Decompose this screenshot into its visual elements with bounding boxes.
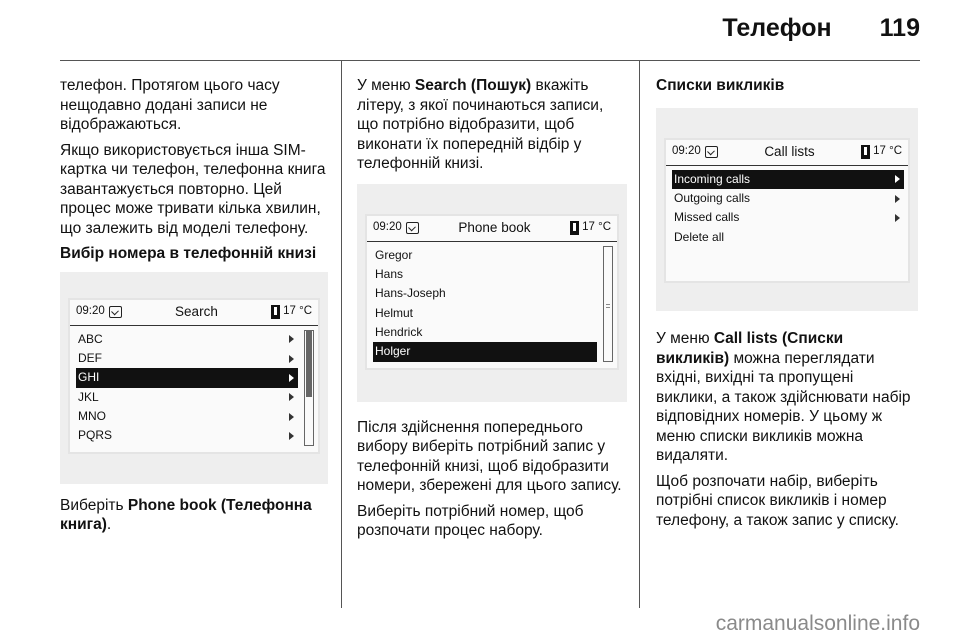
phone-status-icon [406, 222, 419, 234]
screenshot-call-lists [656, 108, 918, 312]
column-divider-2 [639, 60, 640, 608]
screen-list-item-label: Hans-Joseph [375, 286, 446, 301]
text-run: Виберіть [60, 496, 128, 514]
screen-list-item-label: Outgoing calls [674, 190, 751, 205]
screen-status-bar [666, 140, 908, 166]
screen-list-item-label: DEF [78, 350, 102, 365]
scrollbar-thumb [306, 331, 312, 397]
screen-list-item-label: Holger [375, 344, 411, 359]
screen-list-item[interactable] [76, 388, 298, 407]
screen-body [666, 166, 908, 282]
menu-reference: Phone book (Телефонна книга) [60, 496, 312, 534]
screen-list-item-label: Helmut [375, 305, 414, 320]
screen-list-item-label: Incoming calls [674, 171, 751, 186]
text-run: У меню [656, 330, 714, 348]
scrollbar [304, 330, 314, 446]
screen-temperature: 17 °C [283, 305, 312, 318]
screen-list-item-label: Hans [375, 266, 404, 281]
chevron-right-icon [895, 195, 900, 203]
text-run: вкажіть літеру, з якої починаються записи, що потрібно відобразити, щоб виконати їх попередній відбір у телефонній книзі. [357, 77, 604, 172]
menu-reference: Search (Пошук) [414, 77, 532, 94]
screen-body [367, 242, 617, 368]
chevron-right-icon [289, 432, 294, 440]
screen-list-item[interactable] [76, 426, 298, 445]
scrollbar-grip [606, 304, 610, 308]
chevron-right-icon [289, 413, 294, 421]
header-rule [60, 60, 920, 61]
screen-time: 09:20 [76, 305, 105, 318]
paragraph: Щоб розпочати набір, виберіть потрібні список викликів і номер телефону, а також запис у списку. [656, 472, 899, 529]
screenshot-search [60, 272, 328, 484]
screen-list-item-label: Gregor [375, 247, 413, 262]
scrollbar [603, 246, 613, 362]
paragraph [357, 76, 627, 174]
phone-status-icon [705, 146, 718, 158]
screen-title: Phone book [458, 220, 531, 236]
screen-list-item[interactable] [373, 284, 597, 303]
screen-list-item-label: Hendrick [375, 325, 423, 340]
page-header [722, 14, 920, 54]
chevron-right-icon [289, 393, 294, 401]
menu-reference: Call lists (Списки викликів) [656, 330, 844, 367]
column-1 [60, 76, 328, 541]
screen-list-item-label: Missed calls [674, 210, 740, 225]
chevron-right-icon [289, 335, 294, 343]
section-heading: Вибір номера в телефонній книзі [60, 245, 317, 262]
column-3 [656, 76, 918, 536]
screen-list-item[interactable] [76, 368, 298, 387]
screen-list-item[interactable] [373, 323, 597, 342]
screen-list-item[interactable] [672, 228, 904, 247]
screen-list-item[interactable] [76, 330, 298, 349]
paragraph: Виберіть потрібний номер, щоб розпочати процес набору. [357, 502, 584, 540]
page-title: Телефон [722, 14, 832, 42]
screen-time: 09:20 [373, 221, 402, 234]
paragraph [656, 329, 918, 466]
screen-list-item[interactable] [672, 208, 904, 227]
screen-list-item-label: PQRS [78, 428, 113, 443]
screen-list-item-label: JKL [78, 389, 99, 404]
screen-list-item[interactable] [373, 246, 597, 265]
screen-list-item-label: ABC [78, 331, 103, 346]
screen-body [70, 326, 318, 452]
text-run: . [106, 516, 112, 534]
chevron-right-icon [289, 355, 294, 363]
screen-list [373, 246, 597, 362]
screen-list-item-label: GHI [78, 370, 100, 385]
page-number: 119 [879, 14, 920, 42]
screen-time: 09:20 [672, 145, 701, 158]
column-divider-1 [341, 60, 342, 608]
column-2 [357, 76, 627, 547]
paragraph: Якщо використовується інша SIM-картка чи телефон, телефонна книга завантажується повторно. Цей процес може тривати кілька хвилин, що залежить від моделі телефону. [60, 141, 326, 237]
thermometer-icon [570, 221, 579, 235]
screen-list-item[interactable] [373, 342, 597, 361]
screen-list-item[interactable] [76, 349, 298, 368]
paragraph [60, 496, 328, 535]
screen-status-bar [367, 216, 617, 242]
phone-status-icon [109, 306, 122, 318]
screen-list-item[interactable] [672, 189, 904, 208]
screen-list-item[interactable] [373, 265, 597, 284]
thermometer-icon [271, 305, 280, 319]
device-screen [365, 214, 619, 370]
screen-list [672, 170, 904, 248]
screen-list [76, 330, 298, 446]
screen-title: Search [175, 304, 218, 320]
screen-title: Call lists [764, 144, 815, 160]
paragraph: Після здійснення попереднього вибору виберіть потрібний запис у телефонній книзі, щоб відобразити номери, збережені для цього запису. [357, 418, 622, 495]
screen-list-item[interactable] [672, 170, 904, 189]
device-screen [68, 298, 320, 454]
chevron-right-icon [895, 214, 900, 222]
screen-list-item[interactable] [76, 407, 298, 426]
text-run: У меню [357, 77, 415, 94]
screen-temperature: 17 °C [873, 145, 902, 158]
screenshot-phone-book [357, 184, 627, 402]
thermometer-icon [861, 145, 870, 159]
paragraph: телефон. Протягом цього часу нещодавно додані записи не відображаються. [60, 77, 280, 133]
chevron-right-icon [895, 175, 900, 183]
device-screen [664, 138, 910, 284]
screen-list-item[interactable] [373, 304, 597, 323]
screen-temperature: 17 °C [582, 221, 611, 234]
screen-status-bar [70, 300, 318, 326]
screen-list-item-label: Delete all [674, 229, 725, 244]
text-run: можна переглядати вхідні, вихідні та пропущені виклики, а також здійснювати набір відповідних номерів. У цьому ж меню списки викликів можна видаляти. [656, 349, 911, 465]
screen-list-item-label: MNO [78, 409, 106, 424]
chevron-right-icon [289, 374, 294, 382]
watermark: carmanualsonline.info [715, 612, 920, 635]
section-heading: Списки викликів [656, 77, 785, 94]
